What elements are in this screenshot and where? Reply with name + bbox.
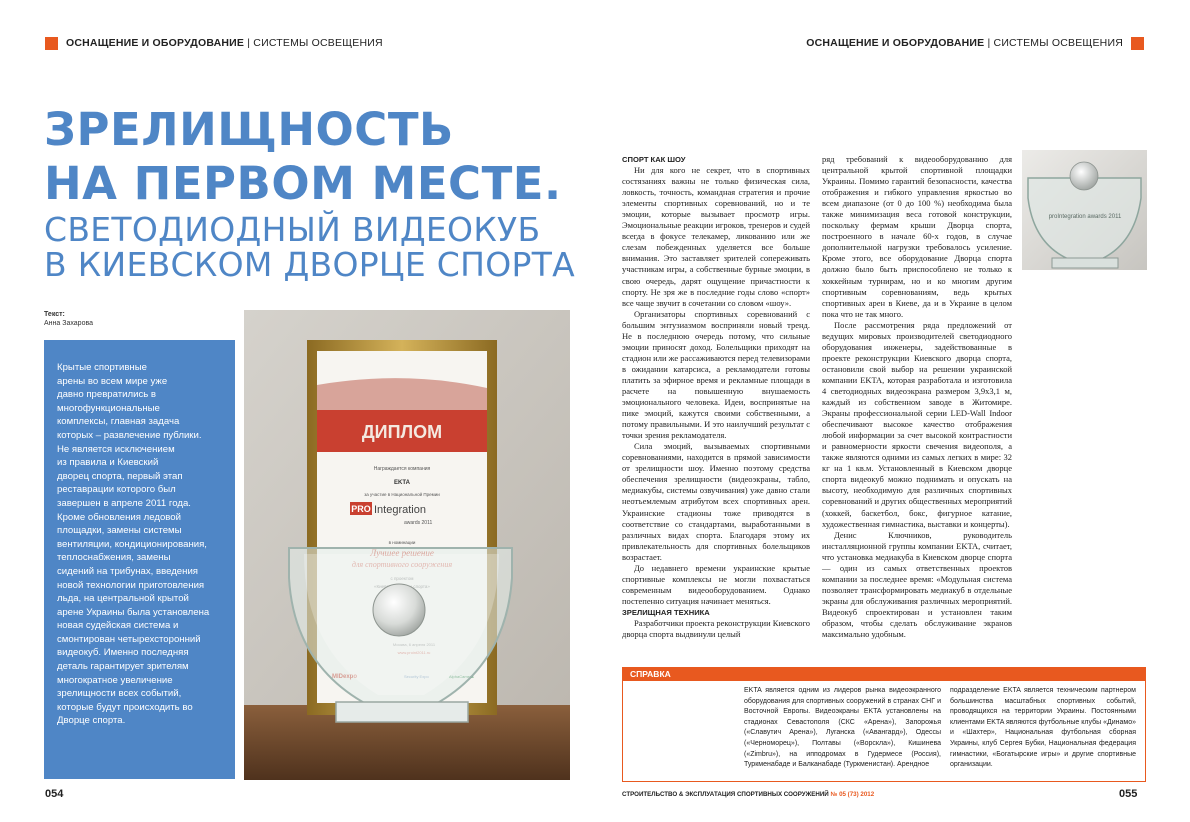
section-name: ОСНАЩЕНИЕ И ОБОРУДОВАНИЕ (806, 37, 985, 49)
diploma-awarded: Награждается компания (373, 466, 431, 472)
sidebar-column-1: EKTA является одним из лидеров рынка видеоэкранного оборудования для спортивных сооружений в странах СНГ и Восточной Европы. Видеоэкраны EKTA установлены на стадионах Севастополя (СКС «Арена»), Запорожья («Славутич Арена»), Луганска («Авангард»), Одессы («Черноморец»), Полтавы («Ворскла»), Кишинева («Zimbru»), на ипподромах в Гудермесе (Россия), Туркменабаде и Балканабаде (Туркменистан). Арендное (744, 687, 941, 769)
headline-line2: НА ПЕРВОМ МЕСТЕ. (44, 157, 562, 210)
glass-award-ball (373, 584, 425, 636)
subheadline-line1: СВЕТОДИОДНЫЙ ВИДЕОКУБ (44, 210, 541, 249)
award-photo (1022, 150, 1147, 270)
page-number-right: 055 (1119, 788, 1138, 800)
heading-spectacle-tech: ЗРЕЛИЩНАЯ ТЕХНИКА (622, 607, 710, 617)
paragraph: Разработчики проекта реконструкции Киевского дворца спорта выдвинули целый (622, 617, 810, 640)
issue-number: № 05 (73) 2012 (830, 791, 875, 798)
award-ball (1070, 162, 1098, 190)
paragraph: Ни для кого не секрет, что в спортивных состязаниях важны не только физическая сила, ловкость, точность, командная стратегия и прочие элементы спортивных соревнований, но и те эмоции, которые вызывает просмотр игры. Эмоциональные реакции игроков, тренеров и судей всегда в фокусе телекамер, ликованию или же слезам побежденных уделяется все больше внимания. Это заставляет зрителей сопереживать участникам игры, а собственные бурные эмоции, в свою очередь, дарят ощущение причастности к спорту. Не зря же в последние годы слово «спорт» все чаще звучит в сочетании со словом «шоу». (622, 165, 810, 308)
credit-label: Текст: (44, 311, 65, 318)
sidebar-title: СПРАВКА (630, 669, 671, 679)
diploma-title: ДИПЛОМ (361, 422, 443, 442)
nomination-label: в номинации (388, 540, 416, 545)
magazine-footer (622, 791, 874, 798)
section-separator: | (247, 37, 251, 49)
author-credit (44, 310, 93, 328)
brand-pro: PRO (351, 504, 371, 514)
subsection-name: СИСТЕМЫ ОСВЕЩЕНИЯ (993, 37, 1123, 49)
section-marker-right (1131, 37, 1144, 50)
paragraph: После рассмотрения ряда предложений от ведущих мировых производителей светодиодного оборудования инженеры, задействованные в проекте реконструкции Киевского дворца спорта, остановили свой выбор на решении украинской компании EKTA, которая разработала и изготовила 4 светодиодных видеоэкрана размером 3,9х3,1 м, каждый из собственном заводе в Житомире. Экраны профессиональной серии LED-Wall Indoor обеспечивают высокое качество отображения любой информации за счет высокой контрастности и равномерности яркости свечения видеополя, а также являются одними из самых легких в мире: 32 кг на 1 кв.м. Установленный в Киевском дворце спорта видеокуб можно поднимать и опускать на высоту, необходимую для различных спортивных соревнований и других общественных мероприятий (хоккей, баскетбол, бокс, фигурное катание, художественная гимнастика, выставки и концерты). (822, 319, 1012, 529)
sidebar-column-2: подразделение EKTA является техническим партнером большинства масштабных спортивных событий, проводящихся на территории Украины. Постоянными клиентами EKTA являются футбольные клубы «Динамо» и «Шахтер», Национальная футбольная сборная Украины, клуб Сергея Бубки, Национальная федерация гимнастики, «Богатырские игры» и другие спортивные организации. (950, 687, 1136, 769)
sidebar-title-bar (622, 667, 1146, 681)
paragraph: Денис Ключников, руководитель инсталляционной группы компании EKTA, считает, что установка медиакуба в Киевском дворце спорта — один из самых ответственных проектов компании за последнее время: «Модульная система позволяет трансформировать медиакуб в отдельные экраны для обслуживания различных мероприятий. Видеокуб спроектирован и установлен таким образом, чтобы сделать обслуживание экранов максимально удобным. (822, 529, 1012, 640)
brand-awards: awards 2011 (404, 520, 433, 526)
headline-line1: ЗРЕЛИЩНОСТЬ (44, 103, 454, 156)
section-header-right (806, 37, 1123, 49)
section-marker-left (45, 37, 58, 50)
award-base (1052, 258, 1118, 268)
lead-text: Крытые спортивные арены во всем мире уже давно превратились в многофункциональные комплексы, главная задача которых – развлечение публики. Не является исключением из правила и Киевский дворец спорта, первый этап реставрации которого был завершен в апреле 2011 года. Кроме обновления ледовой площадки, замены системы вентиляции, кондиционирования, теплоснабжения, замены сидений на трибунах, введения новой технологии приготовления льда, на центральной крытой арене Украины была установлена новая судейская система и смонтирован четырехсторонний видеокуб. Именно последняя деталь гарантирует зрителям многократное увеличение зрелищности всех событий, которые будут происходить во Дворце спорта. (57, 362, 210, 727)
brand-integration: Integration (374, 504, 426, 516)
glass-award-base (336, 702, 468, 722)
diploma-participant: за участие в Национальной Премии (364, 492, 440, 497)
article-column-2 (822, 154, 1012, 640)
section-name: ОСНАЩЕНИЕ И ОБОРУДОВАНИЕ (66, 37, 245, 49)
paragraph: Сила эмоций, вызываемых спортивными соревнованиями, находится в прямой зависимости от зрелищности шоу. Именно поэтому средства обеспечения зрелищности (видеоэкраны, табло, медиакубы, системы озвучивания) уже давно стали неотъемлемым атрибутом всех спортивных арен. Украинские стадионы тоже приводятся в соответствие со стандартами, выработанными в различных видах спорта. Благодаря этому их привлекательность для спортивных болельщиков возрастает. (622, 441, 810, 562)
paragraph: До недавнего времени украинские крытые спортивные комплексы не могли похвастаться современным видеооборудованием. Однако постепенно ситуация начинает меняться. (622, 562, 810, 606)
paragraph: ряд требований к видеооборудованию для центральной крытой спортивной площадки Украины. Помимо гарантий безопасности, качества отображения и гибкого управления яркостью во всем диапазоне (от 0 до 100 %) необходима была также минимизация веса готовой конструкции, поскольку фермам крыши Дворца спорта, построенного в начале 60-х годов, в случае дополнительной нагрузки требовалось усиление. Кроме этого, все оборудование Дворца спорта должно было быть приспособлено не только к хоккейным турнирам, но и ко многим другим спортивным соревнованиям, ведь крытых спортивных арен в Киеве, да и в Украине в целом пока что не так много. (822, 154, 1012, 319)
award-engraving: proIntegration awards 2011 (1048, 214, 1122, 220)
credit-author: Анна Захарова (44, 320, 93, 327)
section-separator: | (987, 37, 991, 49)
heading-sport-show: СПОРТ КАК ШОУ (622, 155, 686, 164)
diploma-photo (244, 310, 570, 780)
subsection-name: СИСТЕМЫ ОСВЕЩЕНИЯ (253, 37, 383, 49)
article-column-1 (622, 154, 810, 640)
diploma-company: EKTA (394, 480, 410, 486)
section-header-left (66, 37, 383, 49)
magazine-name: СТРОИТЕЛЬСТВО & ЭКСПЛУАТАЦИЯ СПОРТИВНЫХ СООРУЖЕНИЙ (622, 791, 829, 798)
paragraph: Организаторы спортивных соревнований с большим энтузиазмом восприняли новый тренд. Не в последнюю очередь потому, что сильные эмоции приносят доход. Болельщики приходят на стадион или же рассаживаются перед телевизорами в ожидании катарсиса, а рекламодатели готовы платить за эфирное время и рекламные площади в расчете на повышенную внушаемость эмоционального человека. Идеи, воспринятые на пике эмоций, кажутся своими собственными, а потому правильными. И это наилучший результат с точки зрения рекламодателя. (622, 308, 810, 441)
page-number-left: 054 (45, 788, 64, 800)
subheadline-line2: В КИЕВСКОМ ДВОРЦЕ СПОРТА (44, 245, 576, 284)
